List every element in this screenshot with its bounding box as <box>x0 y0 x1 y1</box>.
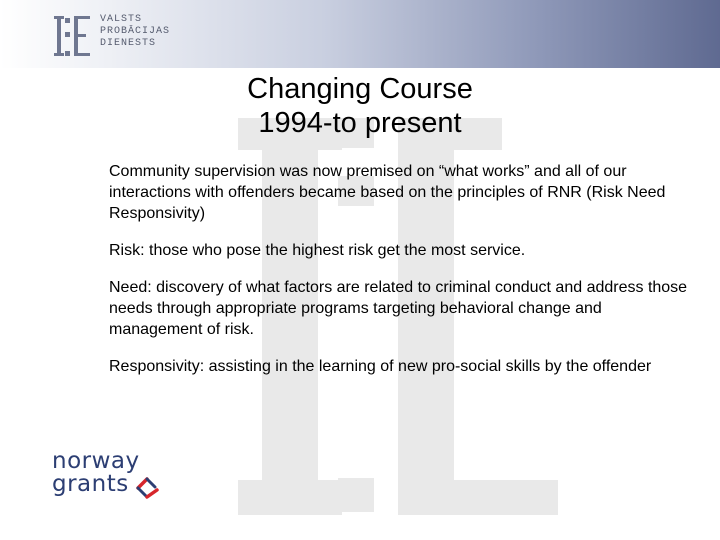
title-line-2: 1994-to present <box>258 107 462 139</box>
logo-line-3: DIENESTS <box>100 38 157 49</box>
paragraph-rnr: Community supervision was now premised on “what works” and all of our interactions with offenders became based on the principles of RNR (Risk Need Responsivity) <box>109 163 666 222</box>
title-line-1: Changing Course <box>247 73 473 105</box>
paragraph-responsivity: Responsivity: assisting in the learning of new pro-social skills by the offender <box>109 358 652 375</box>
norway-grants-logo <box>52 450 140 496</box>
norway-grants-line-2: grants <box>52 471 129 497</box>
norway-grants-line-1: norway <box>52 448 140 474</box>
logo-line-1: VALSTS <box>100 14 143 25</box>
slide-body <box>109 161 699 377</box>
slide-title <box>180 72 540 140</box>
norway-grants-mark-icon <box>133 474 163 504</box>
logo-line-2: PROBĀCIJAS <box>100 26 171 37</box>
paragraph-need: Need: discovery of what factors are related to criminal conduct and address those needs through appropriate programs targeting behavioral change and management of risk. <box>109 279 688 338</box>
paragraph-risk: Risk: those who pose the highest risk get the most service. <box>109 242 526 259</box>
logo-text <box>100 14 170 50</box>
